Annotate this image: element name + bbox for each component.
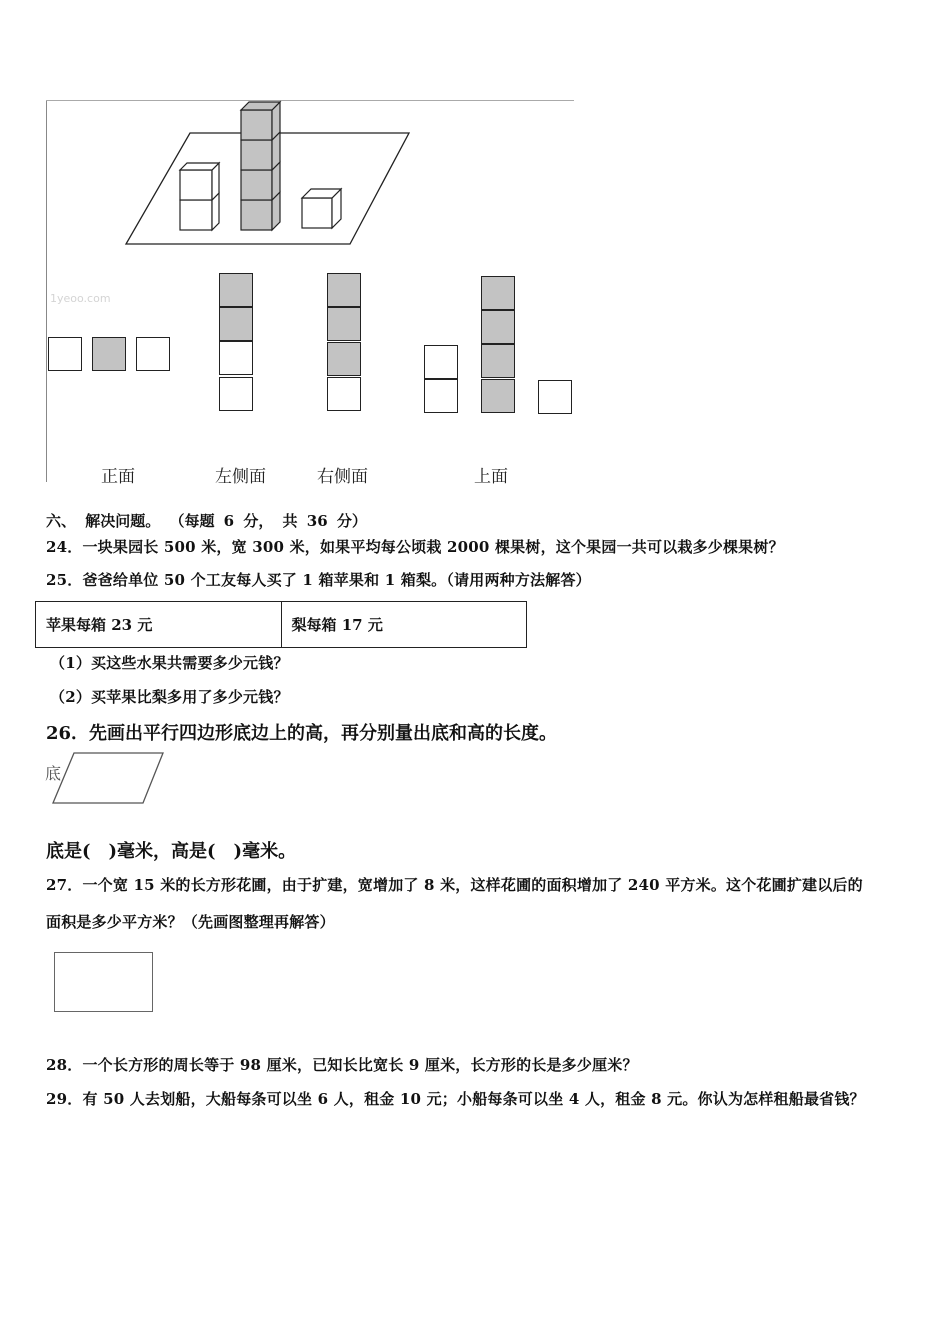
single-cube [302,189,341,228]
apple-price-cell: 苹果每箱 23 元 [36,602,282,648]
price-table [35,601,527,648]
base-label: 底 [45,764,62,783]
top-view-label: 上面 [474,467,508,487]
view-square-shaded [92,337,126,371]
view-square [48,337,82,371]
cube-3d-drawing [0,0,600,260]
view-square [424,379,458,413]
left-cube-stack [180,163,219,230]
view-square-shaded [219,273,253,307]
view-square-shaded [481,310,515,344]
view-square [327,377,361,411]
view-square-shaded [481,276,515,310]
question-25-sub2: （2）买苹果比梨多用了多少元钱？ [50,688,289,706]
question-27-line1: 27．一个宽 15 米的长方形花圃，由于扩建，宽增加了 8 米，这样花圃的面积增加了 240 平方米。这个花圃扩建以后的 [46,876,863,894]
tall-cube-stack [241,102,280,230]
view-square-shaded [327,342,361,376]
cube-figure [0,0,600,500]
view-square-shaded [481,344,515,378]
view-square [424,345,458,379]
question-26-answer: 底是( )毫米，高是( )毫米。 [46,841,297,862]
question-29: 29．有 50 人去划船，大船每条可以坐 6 人，租金 10 元；小船每条可以坐 4 人，租金 8 元。你认为怎样租船最省钱？ [46,1090,865,1108]
view-square-shaded [481,379,515,413]
view-square [219,377,253,411]
view-square-shaded [327,273,361,307]
view-square-shaded [327,307,361,341]
left-view-label: 左侧面 [215,467,266,487]
flowerbed-rectangle [54,952,153,1012]
pear-price-cell: 梨每箱 17 元 [281,602,527,648]
question-24: 24．一块果园长 500 米，宽 300 米，如果平均每公顷栽 2000 棵果树，这个果园一共可以栽多少棵果树？ [46,538,784,556]
front-view-label: 正面 [101,467,135,487]
parallelogram-figure [40,748,170,808]
view-square-shaded [219,307,253,341]
view-square [538,380,572,414]
question-27-line2: 面积是多少平方米？（先画图整理再解答） [46,913,335,931]
view-square [219,341,253,375]
question-28: 28．一个长方形的周长等于 98 厘米，已知长比宽长 9 厘米，长方形的长是多少厘米？ [46,1056,638,1074]
parallelogram-shape [40,748,170,808]
question-25: 25．爸爸给单位 50 个工友每人买了 1 箱苹果和 1 箱梨。（请用两种方法解答） [46,571,591,589]
question-26: 26．先画出平行四边形底边上的高，再分别量出底和高的长度。 [46,723,558,744]
right-view-label: 右侧面 [317,467,368,487]
section-heading: 六、 解决问题。 （每题 6 分， 共 36 分） [46,512,367,530]
watermark: 1yeoo.com [50,292,111,305]
view-square [136,337,170,371]
question-25-sub1: （1）买这些水果共需要多少元钱？ [50,654,289,672]
